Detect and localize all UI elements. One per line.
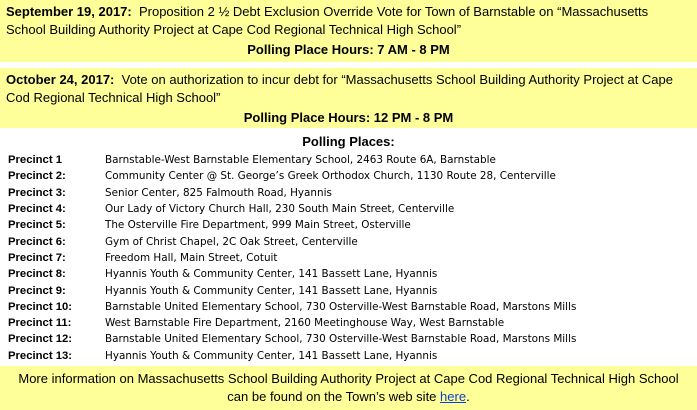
precinct-address: Freedom Hall, Main Street, Cotuit	[105, 251, 278, 264]
october-hours: Polling Place Hours: 12 PM - 8 PM	[243, 110, 454, 125]
october-date: October 24, 2017:	[6, 72, 115, 87]
precinct-name: Precinct 7:	[8, 251, 66, 264]
precinct-name: Precinct 11:	[8, 317, 72, 330]
october-notice	[0, 68, 697, 128]
precinct-address: Hyannis Youth & Community Center, 141 Bassett Lane, Hyannis	[105, 268, 438, 281]
town-website-link[interactable]: here	[440, 389, 467, 404]
october-text: Vote on authorization to incur debt for “Massachusetts School Building Authority Project at Cape Cod Regional Technical High School”	[6, 72, 673, 105]
precinct-name: Precinct 4:	[8, 203, 66, 216]
precinct-row	[0, 201, 697, 217]
precinct-address: The Osterville Fire Department, 999 Main Street, Osterville	[105, 219, 411, 232]
precinct-name: Precinct 10:	[8, 300, 73, 313]
september-text: Proposition 2 ½ Debt Exclusion Override Vote for Town of Barnstable on “Massachusetts School Building Authority Project at Cape Cod Regional Technical High School”	[6, 4, 649, 37]
september-date: September 19, 2017:	[6, 4, 132, 19]
precinct-row	[0, 299, 697, 315]
precinct-name: Precinct 12:	[8, 333, 73, 346]
precinct-address: Barnstable-West Barnstable Elementary School, 2463 Route 6A, Barnstable	[105, 154, 496, 167]
precinct-address: Hyannis Youth & Community Center, 141 Bassett Lane, Hyannis	[105, 284, 438, 297]
precinct-row	[0, 266, 697, 282]
precinct-address: Hyannis Youth & Community Center, 141 Bassett Lane, Hyannis	[105, 349, 438, 362]
precinct-row	[0, 233, 697, 249]
footer-line-2-prefix: can be found on the Town’s web site	[227, 389, 441, 404]
precinct-address: Our Lady of Victory Church Hall, 230 South Main Street, Centerville	[105, 203, 455, 216]
precinct-address: Community Center @ St. George’s Greek Orthodox Church, 1130 Route 28, Centerville	[105, 170, 556, 183]
more-info-footer	[0, 366, 697, 410]
precinct-name: Precinct 3:	[8, 186, 66, 199]
precinct-name: Precinct 5:	[8, 219, 66, 232]
precinct-address: West Barnstable Fire Department, 2160 Meetinghouse Way, West Barnstable	[105, 317, 505, 330]
precinct-row	[0, 331, 697, 347]
precinct-name: Precinct 9:	[8, 284, 66, 297]
precinct-name: Precinct 6:	[8, 235, 66, 248]
precinct-name: Precinct 13:	[8, 349, 73, 362]
september-notice	[0, 0, 697, 62]
precinct-name: Precinct 2:	[8, 170, 66, 183]
precinct-list	[0, 152, 697, 364]
precinct-address: Senior Center, 825 Falmouth Road, Hyannis	[105, 186, 332, 199]
polling-places-title: Polling Places:	[302, 134, 395, 149]
precinct-address: Barnstable United Elementary School, 730 Osterville-West Barnstable Road, Marstons Mills	[105, 333, 577, 346]
footer-line-2-suffix: .	[466, 389, 470, 404]
precinct-row	[0, 185, 697, 201]
september-hours: Polling Place Hours: 7 AM - 8 PM	[247, 42, 450, 57]
precinct-row	[0, 168, 697, 184]
precinct-name: Precinct 1	[8, 154, 63, 167]
precinct-row	[0, 250, 697, 266]
precinct-row	[0, 282, 697, 298]
polling-places-section	[0, 132, 697, 366]
precinct-row	[0, 217, 697, 233]
precinct-address: Gym of Christ Chapel, 2C Oak Street, Centerville	[105, 235, 358, 248]
precinct-address: Barnstable United Elementary School, 730 Osterville-West Barnstable Road, Marstons Mills	[105, 300, 577, 313]
footer-line-1: More information on Massachusetts School Building Authority Project at Cape Cod Regional Technical High School	[18, 371, 679, 386]
precinct-row	[0, 152, 697, 168]
precinct-row	[0, 348, 697, 364]
precinct-name: Precinct 8:	[8, 268, 66, 281]
precinct-row	[0, 315, 697, 331]
